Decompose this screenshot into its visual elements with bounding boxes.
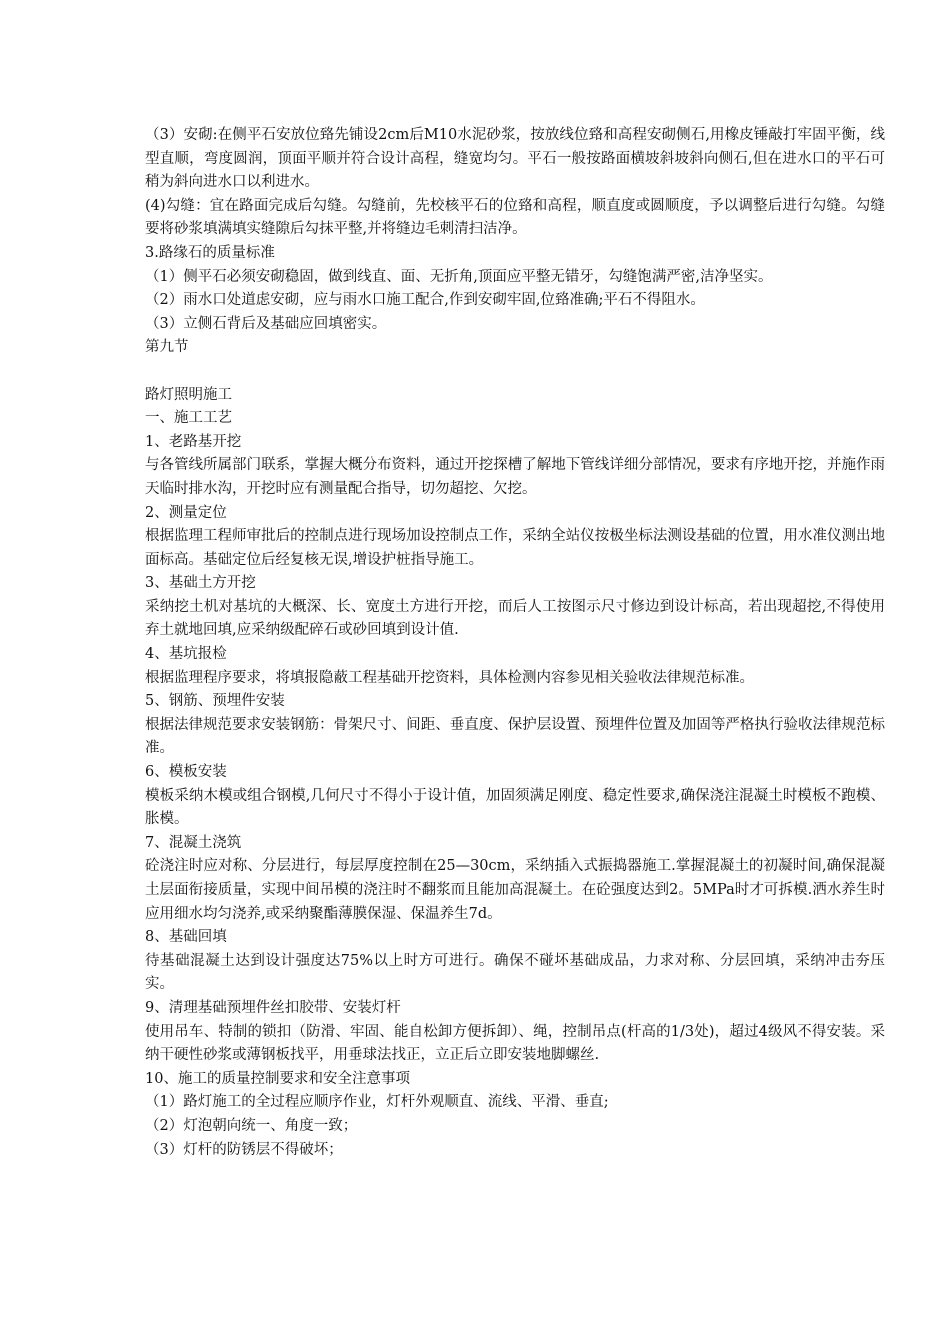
- subheading-8: 8、基础回填: [145, 929, 227, 946]
- paragraph-9: 使用吊车、特制的锁扣（防滑、牢固、能自松卸方便拆卸）、绳，控制吊点(杆高的1/3处)，超过4级风不得安装。采纳干硬性砂浆或薄钢板找平，用垂球法找正，立正后立即安装地脚螺丝.: [145, 1023, 885, 1064]
- section-title-street-lighting: 路灯照明施工: [145, 386, 232, 403]
- list-item-lighting-2: （2）灯泡朝向统一、角度一致；: [145, 1117, 358, 1134]
- subheading-7: 7、混凝土浇筑: [145, 834, 242, 851]
- paragraph-6: 模板采纳木模或组合钢模,几何尺寸不得小于设计值，加固须满足刚度、稳定性要求,确保浇注混凝土时模板不跑模、胀模。: [145, 787, 885, 828]
- paragraph-8: 待基础混凝土达到设计强度达75%以上时方可进行。确保不碰坏基础成品，力求对称、分层回填，采纳冲击夯压实。: [145, 952, 885, 993]
- blank-line: [145, 360, 885, 384]
- subheading-5: 5、钢筋、预埋件安装: [145, 693, 285, 710]
- paragraph-3: 采纳挖土机对基坑的大概深、长、宽度土方进行开挖，而后人工按图示尺寸修边到设计标高，若出现超挖,不得使用弃土就地回填,应采纳级配碎石或砂回填到设计值.: [145, 598, 885, 639]
- list-item-lighting-3: （3）灯杆的防锈层不得破坏；: [145, 1141, 343, 1158]
- paragraph-install-masonry: （3）安砌:在侧平石安放位臵先铺设2cm后M10水泥砂浆，按放线位臵和高程安砌侧石,用橡皮锤敲打牢固平衡，线型直顺，弯度圆润，顶面平顺并符合设计高程，缝宽均匀。平石一般按路面横坡斜坡斜向侧石,但在进水口的平石可稍为斜向进水口以利进水。: [145, 127, 885, 191]
- subheading-3: 3、基础土方开挖: [145, 575, 256, 592]
- subheading-1: 1、老路基开挖: [145, 433, 242, 450]
- paragraph-7: 砼浇注时应对称、分层进行，每层厚度控制在25—30cm，采纳插入式振捣器施工.掌握混凝土的初凝时间,确保混凝土层面衔接质量，实现中间吊模的浇注时不翻浆而且能加高混凝土。在砼强度达到2。5MPa时才可拆模.洒水养生时应用细水均匀浇养,或采纳聚酯薄膜保湿、保温养生7d。: [145, 858, 885, 922]
- subheading-2: 2、测量定位: [145, 504, 227, 521]
- subheading-9: 9、清理基础预埋件丝扣胶带、安装灯杆: [145, 999, 401, 1016]
- list-item-lighting-1: （1）路灯施工的全过程应顺序作业，灯杆外观顺直、流线、平滑、垂直;: [145, 1094, 609, 1111]
- paragraph-2: 根据监理工程师审批后的控制点进行现场加设控制点工作，采纳全站仪按极坐标法测设基础的位置，用水准仪测出地面标高。基础定位后经复核无误,增设护桩指导施工。: [145, 528, 885, 568]
- paragraph-1: 与各管线所属部门联系，掌握大概分布资料，通过开挖探槽了解地下管线详细分部情况，要求有序地开挖，并施作雨天临时排水沟，开挖时应有测量配合指导，切勿超挖、欠挖。: [145, 457, 885, 497]
- heading-construction-process: 一、施工工艺: [145, 410, 232, 427]
- document-body: [145, 124, 885, 1162]
- subheading-6: 6、模板安装: [145, 764, 227, 781]
- list-item-quality-2: （2）雨水口处道虑安砌，应与雨水口施工配合,作到安砌牢固,位臵准确;平石不得阻水。: [145, 292, 705, 309]
- list-item-quality-1: （1）侧平石必须安砌稳固，做到线直、面、无折角,顶面应平整无错牙，勾缝饱满严密,洁净坚实。: [145, 268, 773, 285]
- list-item-quality-3: （3）立侧石背后及基础应回填密实。: [145, 315, 387, 332]
- subheading-10: 10、施工的质量控制要求和安全注意事项: [145, 1070, 410, 1087]
- subheading-4: 4、基坑报检: [145, 646, 227, 663]
- heading-curb-quality: 3.路缘石的质量标准: [145, 244, 275, 261]
- section-heading: 第九节: [145, 339, 189, 356]
- paragraph-4: 根据监理程序要求，将填报隐蔽工程基础开挖资料，具体检测内容参见相关验收法律规范标准。: [145, 669, 754, 686]
- paragraph-pointing: (4)勾缝：宜在路面完成后勾缝。勾缝前，先校核平石的位臵和高程，顺直度或圆顺度，予以调整后进行勾缝。勾缝要将砂浆填满填实缝隙后勾抹平整,并将缝边毛刺清扫洁净。: [145, 197, 885, 238]
- paragraph-5: 根据法律规范要求安装钢筋：骨架尺寸、间距、垂直度、保护层设置、预埋件位置及加固等严格执行验收法律规范标准。: [145, 716, 885, 757]
